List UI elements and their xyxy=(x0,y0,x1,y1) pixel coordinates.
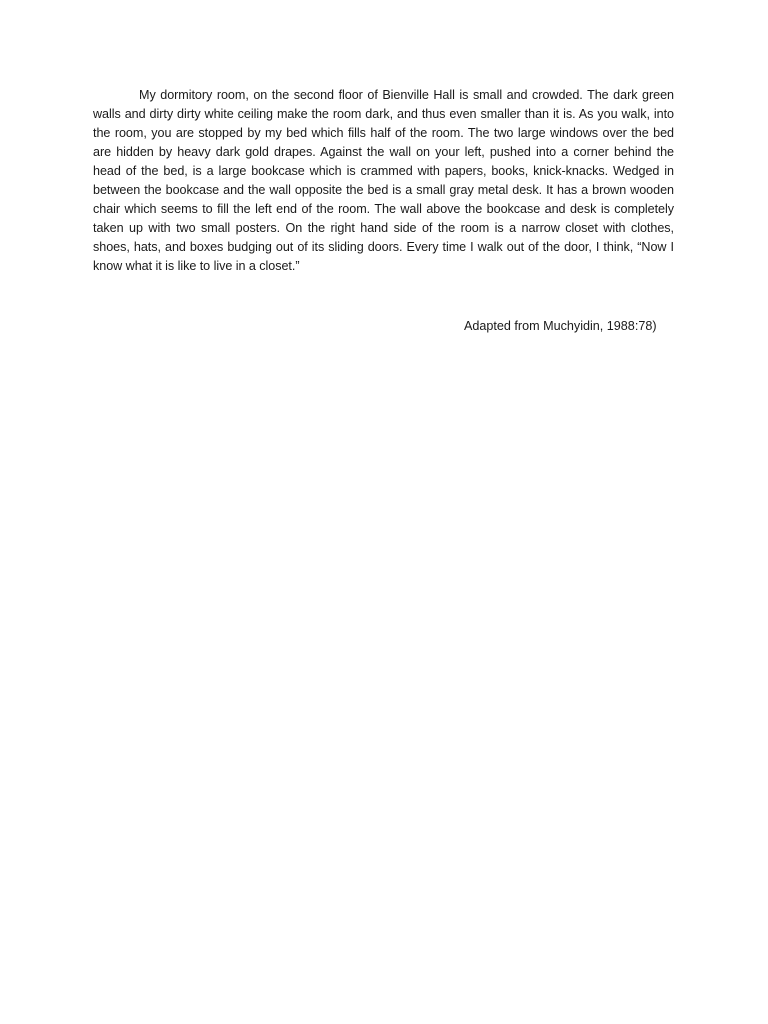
source-citation: Adapted from Muchyidin, 1988:78) xyxy=(464,319,657,333)
body-paragraph: My dormitory room, on the second floor of Bienville Hall is small and crowded. The dark green walls and dirty dirty white ceiling make the room dark, and thus even smaller than it is. As you walk, into the room, you are stopped by my bed which fills half of the room. The two large windows over the bed are hidden by heavy dark gold drapes. Against the wall on your left, pushed into a corner behind the head of the bed, is a large bookcase which is crammed with papers, books, knick-knacks. Wedged in between the bookcase and the wall opposite the bed is a small gray metal desk. It has a brown wooden chair which seems to fill the left end of the room. The wall above the bookcase and desk is completely taken up with two small posters. On the right hand side of the room is a narrow closet with clothes, shoes, hats, and boxes budging out of its sliding doors. Every time I walk out of the door, I think, “Now I know what it is like to live in a closet.” xyxy=(93,88,674,273)
